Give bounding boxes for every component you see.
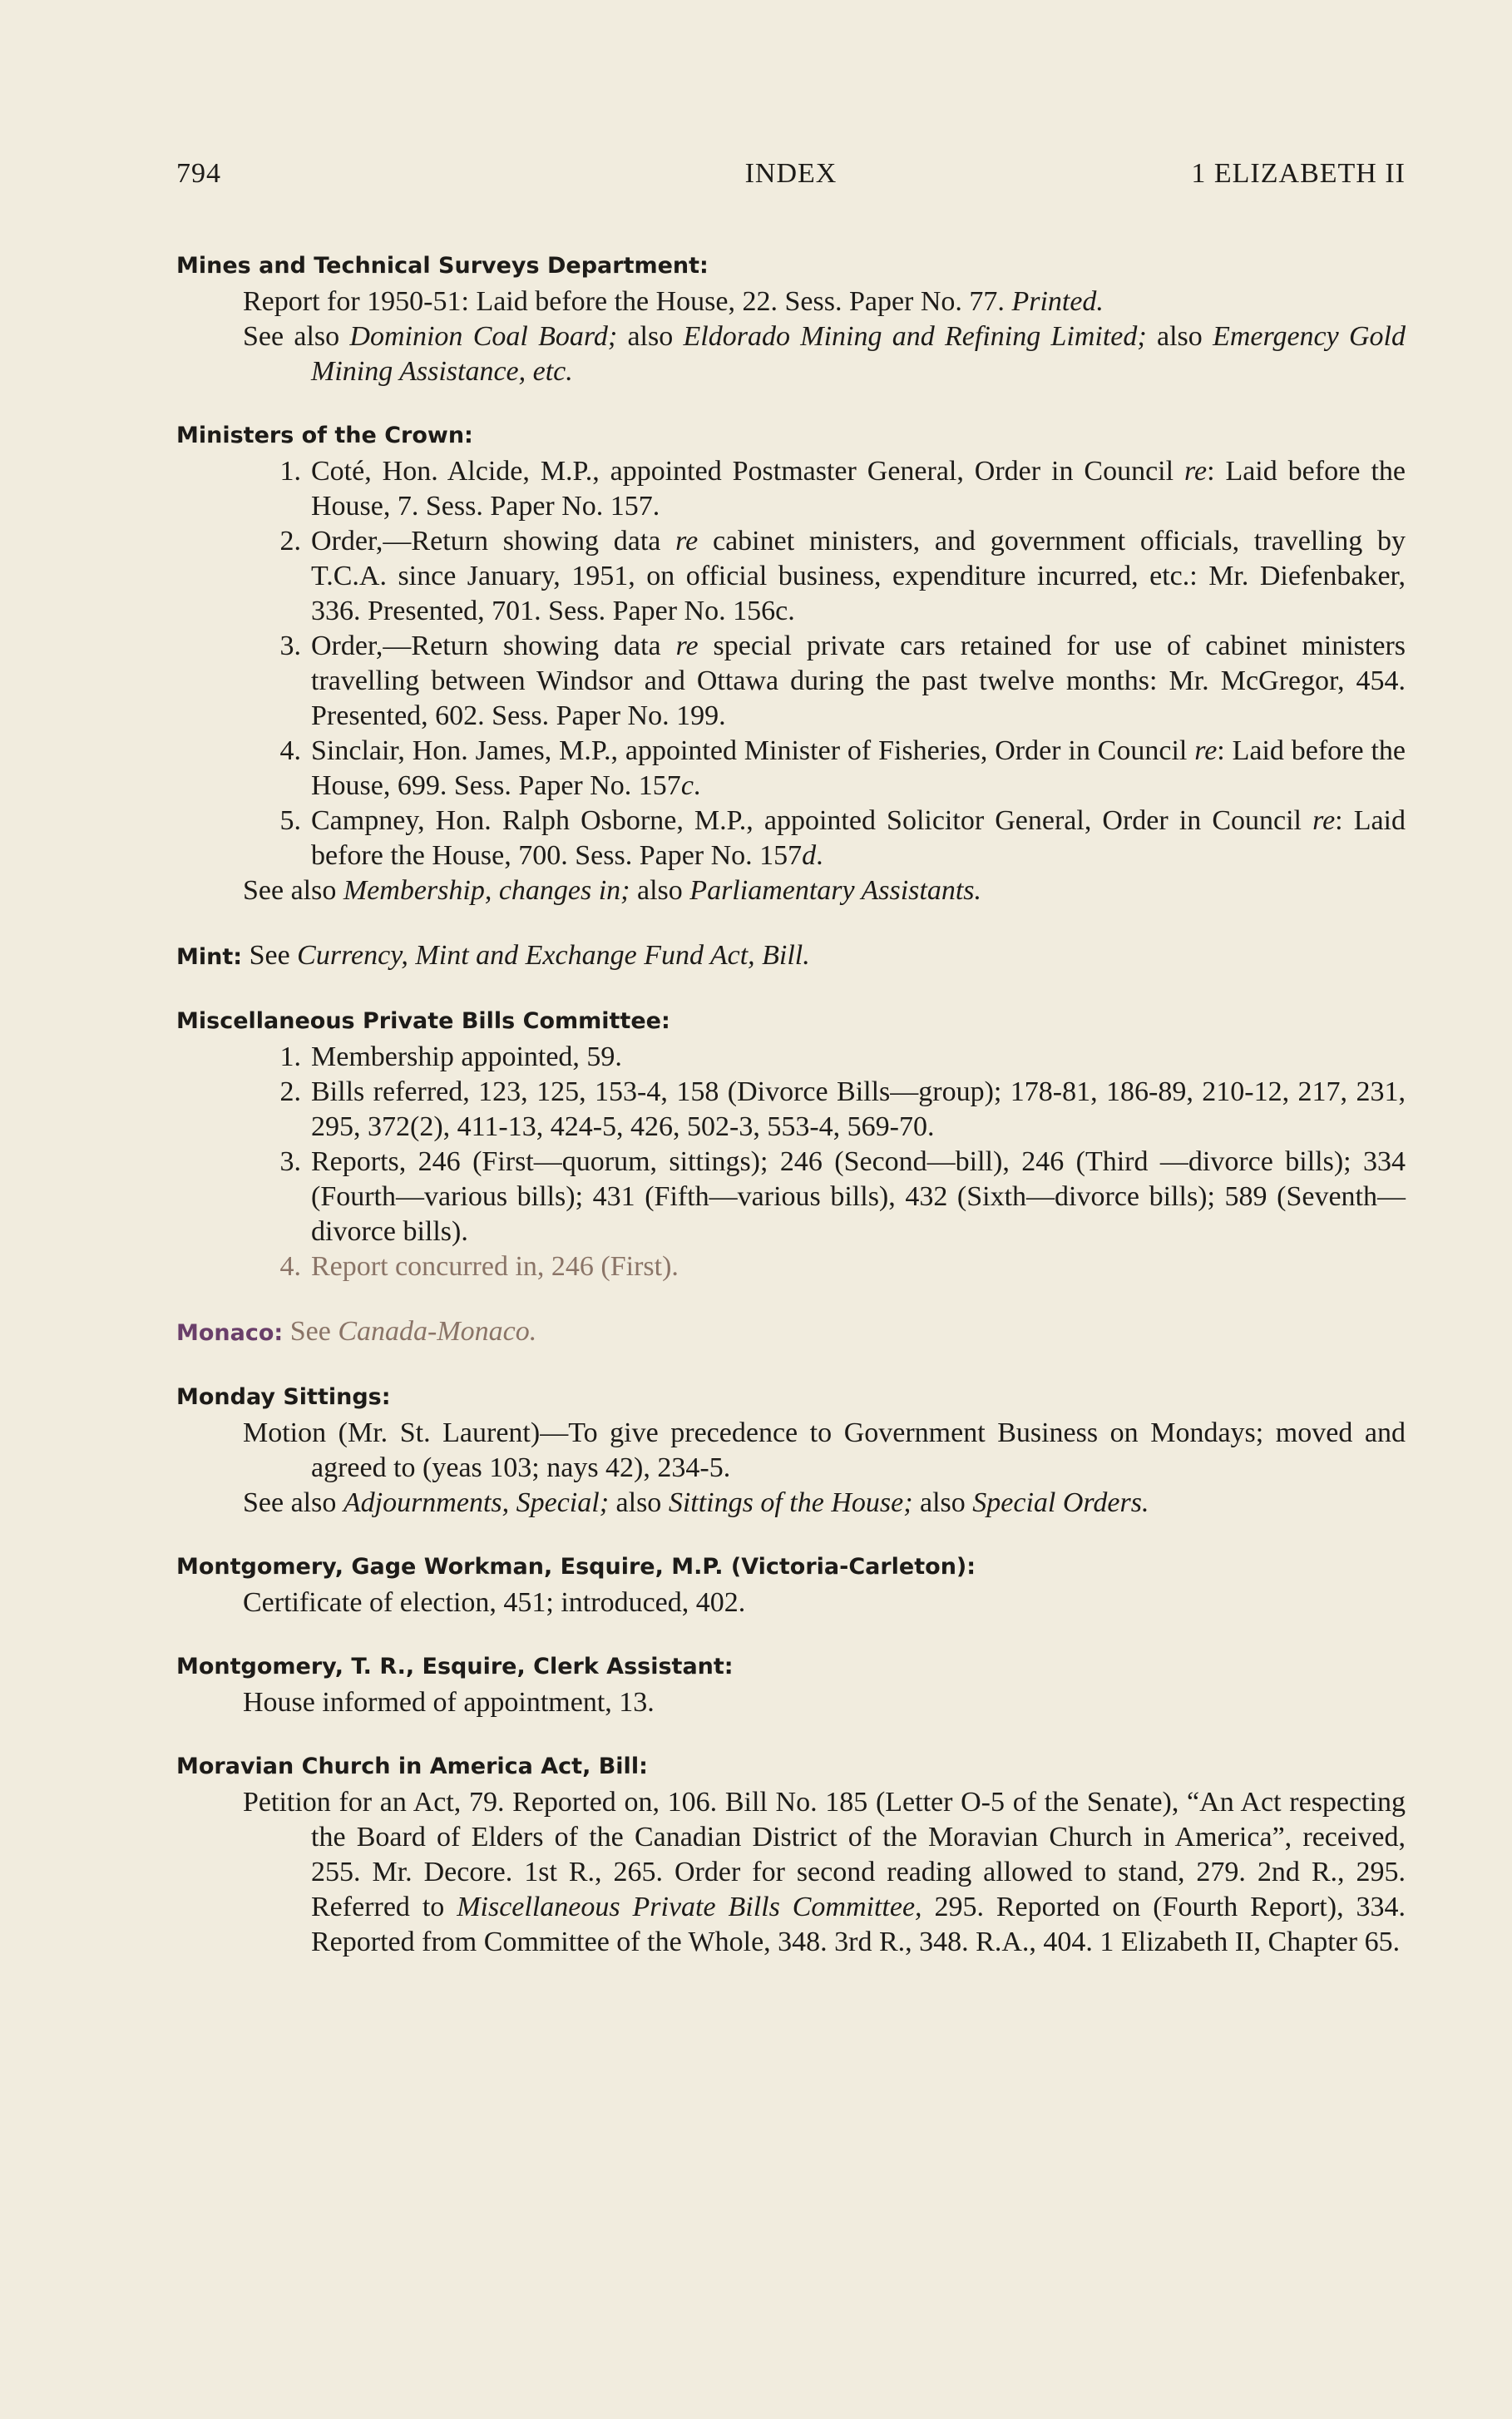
italic-reference: Canada-Monaco. [338,1316,537,1347]
index-entry [176,1551,1406,1620]
text-run: cabinet ministers, and government officials, travelling by T.C.A. since January, 1951, on official business, expenditure incurred, etc.: Mr. Diefenbaker, 336. Presented, 701. Sess. Paper No. 156c. [311,526,1406,626]
numbered-item [176,629,1406,734]
text-run: Report concurred in, 246 (First). [311,1251,679,1282]
text-run: See [249,940,298,971]
italic-reference: d [802,840,817,871]
italic-reference: c [680,770,694,801]
entry-line [176,284,1406,319]
italic-reference: Currency, Mint and Exchange Fund Act, Bill. [297,940,810,971]
entry-line [176,1585,1406,1620]
index-entry [176,419,1406,908]
text-run: See [289,1316,338,1347]
running-head [176,158,1406,200]
text-run: : Laid before the House, 7. Sess. Paper No. 157. [311,456,1406,522]
running-head-title: INDEX [744,158,838,189]
italic-reference: Adjournments, Special; [343,1487,610,1518]
italic-reference: Sittings of the House; [668,1487,913,1518]
index-entry [176,1750,1406,1960]
entry-line [176,1416,1406,1486]
index-entry [176,1314,1406,1351]
index-entry [176,938,1406,975]
italic-reference: re [675,631,699,661]
entry-line [176,1486,1406,1521]
italic-reference: Dominion Coal Board; [349,321,618,352]
text-run: : Laid before the House, 699. Sess. Paper No. 157 [311,735,1406,801]
entry-heading: Mint: [176,944,243,970]
item-number: 2. [279,1076,301,1107]
entry-heading: Montgomery, T. R., Esquire, Clerk Assistant: [176,1654,734,1679]
text-run: Motion (Mr. St. Laurent)—To give precedence to Government Business on Mondays; moved and agreed to (yeas 103; nays 42), 234-5. [243,1417,1406,1483]
entry-line [176,1685,1406,1720]
text-run: Sinclair, Hon. James, M.P., appointed Minister of Fisheries, Order in Council [311,735,1195,766]
text-run: Membership appointed, 59. [311,1041,622,1072]
running-head-right: 1 ELIZABETH II [1191,158,1406,189]
text-run: See also [243,321,350,352]
numbered-item [176,1145,1406,1249]
entry-heading-line [176,938,1406,975]
numbered-item [176,1040,1406,1075]
italic-reference: Parliamentary Assistants. [689,875,982,906]
text-run: House informed of appointment, 13. [243,1687,655,1718]
text-run: : Laid before the House, 700. Sess. Paper No. 157 [311,805,1406,871]
text-run: . [693,770,701,801]
text-run: See also [243,1487,343,1518]
text-run: Bills referred, 123, 125, 153-4, 158 (Divorce Bills—group); 178-81, 186-89, 210-12, 217, 231, 295, 372(2), 411-13, 424-5, 426, 502-3, 553-4, 569-70. [311,1076,1406,1142]
text-run: also [630,875,690,906]
italic-reference: Emergency Gold Mining Assistance, etc. [311,321,1406,387]
index-entry [176,250,1406,389]
item-number: 1. [279,1041,301,1072]
item-number: 2. [279,526,301,557]
item-number: 1. [279,456,301,487]
italic-reference: Special Orders. [972,1487,1149,1518]
text-run: Order,—Return showing data [311,526,676,557]
text-run: Report for 1950-51: Laid before the House, 22. Sess. Paper No. 77. [243,286,1012,317]
entry-line [176,1785,1406,1960]
text-run: 295. Reported on (Fourth Report), 334. Reported from Committee of the Whole, 348. 3rd R., 348. R.A., 404. 1 Elizabeth II, Chapter 65. [311,1892,1406,1957]
numbered-item [176,804,1406,873]
index-entry [176,1650,1406,1720]
text-run: See also [243,875,343,906]
italic-reference: re [675,526,699,557]
entry-heading: Miscellaneous Private Bills Committee: [176,1008,670,1034]
text-run: Reports, 246 (First—quorum, sittings); 246 (Second—bill), 246 (Third —divorce bills); 334 (Fourth—various bills); 431 (Fifth—various bills), 432 (Sixth—divorce bills); 589 (Seventh—divorce bills). [311,1146,1406,1247]
page-number: 794 [176,158,221,189]
numbered-item [176,1249,1406,1284]
italic-reference: Membership, changes in; [343,875,630,906]
index-entry [176,1381,1406,1521]
text-run: also [1146,321,1213,352]
index-entry [176,1005,1406,1284]
text-run: . [816,840,823,871]
text-run: also [912,1487,973,1518]
entry-heading: Ministers of the Crown: [176,423,473,448]
see-also-line [176,873,1406,908]
item-number: 5. [279,805,301,836]
entry-heading: Monday Sittings: [176,1384,391,1410]
numbered-item [176,734,1406,804]
text-run: Campney, Hon. Ralph Osborne, M.P., appointed Solicitor General, Order in Council [311,805,1313,836]
text-run: Order,—Return showing data [311,631,676,661]
numbered-item [176,524,1406,629]
item-number: 4. [279,1251,301,1282]
item-number: 3. [279,631,301,661]
entry-heading-line [176,1314,1406,1351]
italic-reference: re [1312,805,1336,836]
text-run: Coté, Hon. Alcide, M.P., appointed Postmaster General, Order in Council [311,456,1184,487]
text-run: also [617,321,684,352]
entry-heading: Montgomery, Gage Workman, Esquire, M.P. (Victoria-Carleton): [176,1554,976,1580]
italic-reference: Eldorado Mining and Refining Limited; [683,321,1147,352]
entry-heading: Mines and Technical Surveys Department: [176,253,709,279]
item-number: 3. [279,1146,301,1177]
entry-heading: Moravian Church in America Act, Bill: [176,1754,648,1779]
numbered-item [176,454,1406,524]
index-entries [176,250,1406,1990]
italic-reference: Printed. [1011,286,1104,317]
text-run: Petition for an Act, 79. Reported on, 106. Bill No. 185 (Letter O-5 of the Senate), “An Act respecting the Board of Elders of the Canadian District of the Moravian Church in America”, received, 255. Mr. Decore. 1st R., 265. Order for second reading allowed to stand, 279. 2nd R., 295. Referred to [243,1787,1406,1922]
italic-reference: re [1184,456,1208,487]
entry-line [176,319,1406,389]
item-number: 4. [279,735,301,766]
text-run: Certificate of election, 451; introduced, 402. [243,1587,746,1618]
text-run: special private cars retained for use of cabinet ministers travelling between Windsor and Ottawa during the past twelve months: Mr. McGregor, 454. Presented, 602. Sess. Paper No. 199. [311,631,1406,731]
entry-heading: Monaco: [176,1320,284,1346]
italic-reference: Miscellaneous Private Bills Committee, [457,1892,922,1922]
italic-reference: re [1194,735,1218,766]
text-run: also [609,1487,669,1518]
numbered-item [176,1075,1406,1145]
